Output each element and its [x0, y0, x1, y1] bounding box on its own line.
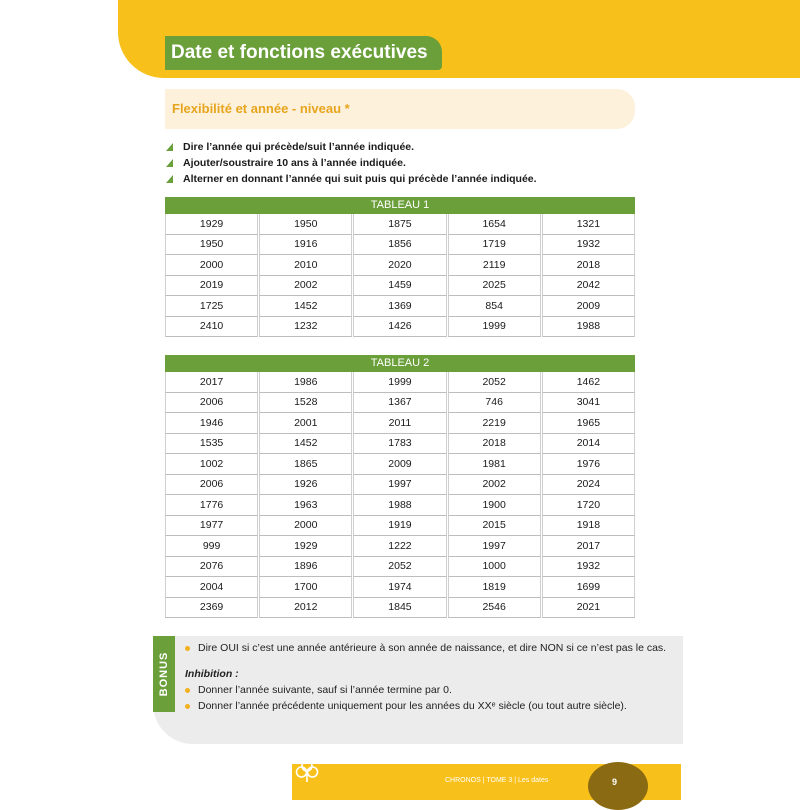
footer-text: CHRONOS | TOME 3 | Les dates — [445, 777, 549, 784]
table-cell: 2410 — [165, 317, 258, 338]
table-cell: 1856 — [353, 235, 446, 256]
table-row — [165, 577, 635, 598]
table-cell: 1929 — [165, 214, 258, 235]
table-cell: 2017 — [165, 372, 258, 393]
clover-icon — [294, 758, 320, 784]
table-cell: 1002 — [165, 454, 258, 475]
table-row — [165, 413, 635, 434]
table-cell: 999 — [165, 536, 258, 557]
table-cell: 1918 — [542, 516, 635, 537]
table-cell: 1222 — [353, 536, 446, 557]
table-cell: 2042 — [542, 276, 635, 297]
table-row — [165, 536, 635, 557]
table-row — [165, 454, 635, 475]
table-1 — [165, 197, 635, 337]
bonus-item-text: Donner l’année suivante, sauf si l’année termine par 0. — [198, 684, 452, 696]
table-cell: 1865 — [259, 454, 352, 475]
table-cell: 1719 — [448, 235, 541, 256]
table-cell: 2119 — [448, 255, 541, 276]
table-cell: 746 — [448, 393, 541, 414]
dot-bullet-icon — [185, 646, 190, 651]
bonus-content — [185, 640, 675, 714]
table-cell: 1367 — [353, 393, 446, 414]
table-cell: 1950 — [165, 235, 258, 256]
table-cell: 1369 — [353, 296, 446, 317]
table-cell: 2004 — [165, 577, 258, 598]
table-2-title: TABLEAU 2 — [165, 355, 635, 372]
table-cell: 1997 — [448, 536, 541, 557]
table-cell: 1875 — [353, 214, 446, 235]
table-row — [165, 235, 635, 256]
table-cell: 2000 — [259, 516, 352, 537]
table-cell: 1919 — [353, 516, 446, 537]
table-row — [165, 475, 635, 496]
table-1-grid — [164, 214, 636, 337]
table-row — [165, 276, 635, 297]
bonus-item — [185, 698, 675, 714]
instruction-list — [166, 140, 636, 188]
table-cell: 1699 — [542, 577, 635, 598]
table-cell: 1926 — [259, 475, 352, 496]
table-2 — [165, 355, 635, 618]
table-cell: 2369 — [165, 598, 258, 619]
table-cell: 2009 — [353, 454, 446, 475]
table-cell: 1977 — [165, 516, 258, 537]
table-cell: 2002 — [259, 276, 352, 297]
table-cell: 1845 — [353, 598, 446, 619]
table-cell: 2014 — [542, 434, 635, 455]
table-cell: 1232 — [259, 317, 352, 338]
table-cell: 1965 — [542, 413, 635, 434]
triangle-bullet-icon — [166, 175, 173, 183]
page-number-badge — [588, 762, 648, 810]
table-row — [165, 393, 635, 414]
table-row — [165, 372, 635, 393]
table-cell: 1999 — [353, 372, 446, 393]
table-cell: 2001 — [259, 413, 352, 434]
table-cell: 2010 — [259, 255, 352, 276]
table-cell: 1000 — [448, 557, 541, 578]
table-cell: 1929 — [259, 536, 352, 557]
table-cell: 1720 — [542, 495, 635, 516]
bonus-item — [185, 640, 675, 656]
table-cell: 2006 — [165, 393, 258, 414]
table-cell: 1426 — [353, 317, 446, 338]
table-cell: 1452 — [259, 296, 352, 317]
table-cell: 1700 — [259, 577, 352, 598]
table-cell: 1459 — [353, 276, 446, 297]
table-cell: 1452 — [259, 434, 352, 455]
table-cell: 2006 — [165, 475, 258, 496]
table-cell: 2021 — [542, 598, 635, 619]
table-cell: 2019 — [165, 276, 258, 297]
instruction-item — [166, 172, 636, 188]
table-cell: 2020 — [353, 255, 446, 276]
table-cell: 1896 — [259, 557, 352, 578]
table-cell: 1986 — [259, 372, 352, 393]
table-cell: 2024 — [542, 475, 635, 496]
table-cell: 1950 — [259, 214, 352, 235]
table-cell: 1776 — [165, 495, 258, 516]
table-cell: 1932 — [542, 235, 635, 256]
table-row — [165, 317, 635, 338]
table-cell: 2009 — [542, 296, 635, 317]
inhibition-title: Inhibition : — [185, 668, 239, 680]
table-row — [165, 255, 635, 276]
table-cell: 1654 — [448, 214, 541, 235]
table-cell: 1462 — [542, 372, 635, 393]
table-cell: 1988 — [542, 317, 635, 338]
table-cell: 1932 — [542, 557, 635, 578]
table-row — [165, 434, 635, 455]
instruction-item — [166, 140, 636, 156]
table-cell: 2018 — [542, 255, 635, 276]
table-cell: 1783 — [353, 434, 446, 455]
instruction-item — [166, 156, 636, 172]
table-row — [165, 495, 635, 516]
bonus-item — [185, 682, 675, 698]
table-cell: 2011 — [353, 413, 446, 434]
table-cell: 1974 — [353, 577, 446, 598]
table-cell: 1981 — [448, 454, 541, 475]
table-cell: 854 — [448, 296, 541, 317]
table-cell: 1916 — [259, 235, 352, 256]
table-1-title: TABLEAU 1 — [165, 197, 635, 214]
table-cell: 2219 — [448, 413, 541, 434]
dot-bullet-icon — [185, 688, 190, 693]
instruction-text: Alterner en donnant l’année qui suit puis qui précède l’année indiquée. — [183, 173, 537, 185]
table-cell: 3041 — [542, 393, 635, 414]
instruction-text: Dire l’année qui précède/suit l’année indiquée. — [183, 141, 415, 153]
table-cell: 1946 — [165, 413, 258, 434]
table-row — [165, 598, 635, 619]
bonus-item-text: Donner l’année précédente uniquement pour les années du XXᵉ siècle (ou tout autre siècle). — [198, 700, 627, 712]
table-cell: 2546 — [448, 598, 541, 619]
table-row — [165, 214, 635, 235]
table-cell: 2012 — [259, 598, 352, 619]
table-cell: 2052 — [353, 557, 446, 578]
table-cell: 1999 — [448, 317, 541, 338]
section-title: Flexibilité et année - niveau * — [172, 101, 350, 116]
table-2-grid — [164, 372, 636, 618]
table-row — [165, 557, 635, 578]
triangle-bullet-icon — [166, 159, 173, 167]
dot-bullet-icon — [185, 704, 190, 709]
table-cell: 2015 — [448, 516, 541, 537]
table-cell: 2017 — [542, 536, 635, 557]
instruction-text: Ajouter/soustraire 10 ans à l’année indiquée. — [183, 157, 406, 169]
table-row — [165, 296, 635, 317]
table-cell: 1725 — [165, 296, 258, 317]
table-cell: 1997 — [353, 475, 446, 496]
section-header — [165, 89, 635, 129]
page-number: 9 — [612, 777, 618, 787]
table-cell: 1321 — [542, 214, 635, 235]
table-cell: 1528 — [259, 393, 352, 414]
table-cell: 2052 — [448, 372, 541, 393]
table-cell: 1988 — [353, 495, 446, 516]
page-title: Date et fonctions exécutives — [165, 36, 442, 70]
table-cell: 2000 — [165, 255, 258, 276]
table-cell: 2018 — [448, 434, 541, 455]
table-row — [165, 516, 635, 537]
table-cell: 2002 — [448, 475, 541, 496]
bonus-label: BONUS — [158, 651, 170, 697]
table-cell: 1976 — [542, 454, 635, 475]
triangle-bullet-icon — [166, 143, 173, 151]
table-cell: 1963 — [259, 495, 352, 516]
table-cell: 1819 — [448, 577, 541, 598]
table-cell: 1900 — [448, 495, 541, 516]
table-cell: 2025 — [448, 276, 541, 297]
bonus-item-text: Dire OUI si c’est une année antérieure à son année de naissance, et dire NON si ce n’est pas le cas. — [198, 642, 667, 654]
table-cell: 1535 — [165, 434, 258, 455]
table-cell: 2076 — [165, 557, 258, 578]
